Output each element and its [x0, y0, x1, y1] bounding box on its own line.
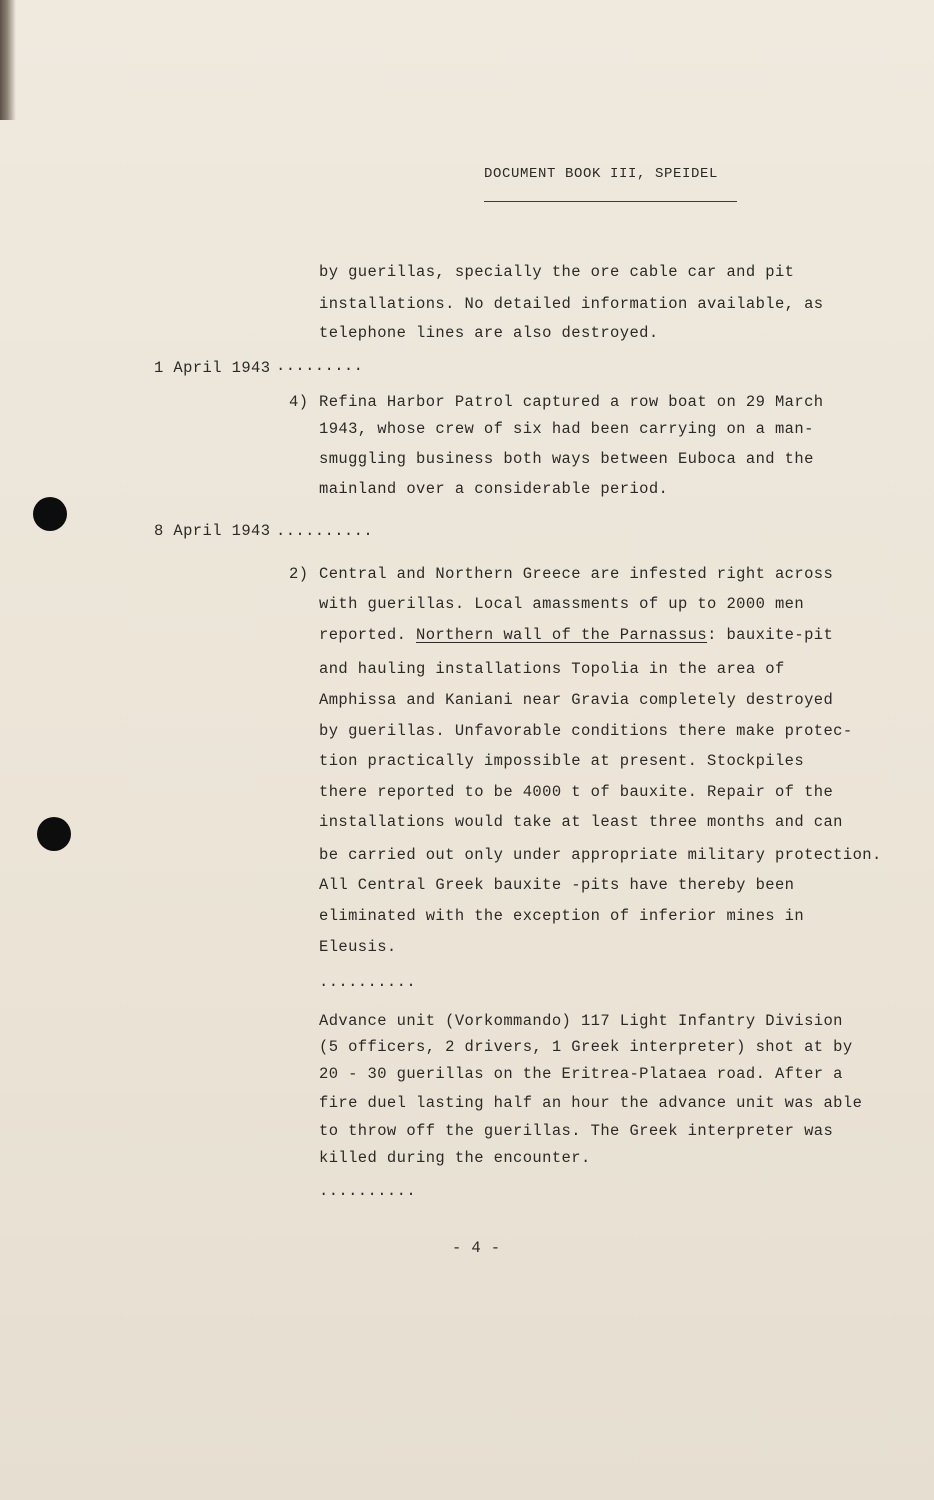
entry-dots: ......... — [276, 357, 364, 375]
line-text: reported. — [319, 626, 417, 644]
entry-line: tion practically impossible at present. Stockpiles — [319, 752, 805, 770]
punch-hole-bottom — [37, 817, 71, 851]
page-edge-shadow — [0, 0, 16, 120]
separator-dots: .......... — [319, 1182, 417, 1200]
entry-line: eliminated with the exception of inferior mines in — [319, 907, 805, 925]
page-number: - 4 - — [452, 1239, 501, 1257]
punch-hole-top — [33, 497, 67, 531]
entry-line: Amphissa and Kaniani near Gravia completely destroyed — [319, 691, 834, 709]
entry-line: Central and Northern Greece are infested right across — [319, 565, 834, 583]
entry-line: and hauling installations Topolia in the area of — [319, 660, 785, 678]
entry-line: 1943, whose crew of six had been carrying on a man- — [319, 420, 814, 438]
intro-line: installations. No detailed information available, as — [319, 295, 824, 313]
document-header: DOCUMENT BOOK III, SPEIDEL — [484, 166, 719, 182]
entry-dots: .......... — [276, 522, 374, 540]
intro-line: telephone lines are also destroyed. — [319, 324, 659, 342]
paragraph-line: killed during the encounter. — [319, 1149, 591, 1167]
entry-line: mainland over a considerable period. — [319, 480, 669, 498]
entry-line: All Central Greek bauxite -pits have thereby been — [319, 876, 795, 894]
entry-line: installations would take at least three months and can — [319, 813, 843, 831]
intro-line: by guerillas, specially the ore cable car and pit — [319, 263, 795, 281]
entry-line: with guerillas. Local amassments of up to 2000 men — [319, 595, 805, 613]
entry-number: 4) — [289, 393, 309, 411]
paragraph-line: to throw off the guerillas. The Greek interpreter was — [319, 1122, 834, 1140]
entry-line: by guerillas. Unfavorable conditions there make protec- — [319, 722, 853, 740]
entry-date: 8 April 1943 — [154, 522, 271, 540]
separator-dots: .......... — [319, 973, 417, 991]
entry-line: Eleusis. — [319, 938, 397, 956]
entry-line: there reported to be 4000 t of bauxite. Repair of the — [319, 783, 834, 801]
entry-line: Refina Harbor Patrol captured a row boat on 29 March — [319, 393, 824, 411]
paragraph-line: fire duel lasting half an hour the advance unit was able — [319, 1094, 863, 1112]
paragraph-line: (5 officers, 2 drivers, 1 Greek interpreter) shot at by — [319, 1038, 853, 1056]
entry-date: 1 April 1943 — [154, 359, 271, 377]
entry-line: be carried out only under appropriate military protection. — [319, 846, 882, 864]
underlined-heading: Northern wall of the Parnassus — [416, 626, 708, 644]
paragraph-line: Advance unit (Vorkommando) 117 Light Infantry Division — [319, 1012, 843, 1030]
entry-line — [319, 625, 833, 645]
entry-line: smuggling business both ways between Euboca and the — [319, 450, 814, 468]
line-text: : bauxite-pit — [707, 626, 834, 644]
paragraph-line: 20 - 30 guerillas on the Eritrea-Plataea road. After a — [319, 1065, 843, 1083]
entry-number: 2) — [289, 565, 309, 583]
header-underline — [484, 201, 737, 202]
